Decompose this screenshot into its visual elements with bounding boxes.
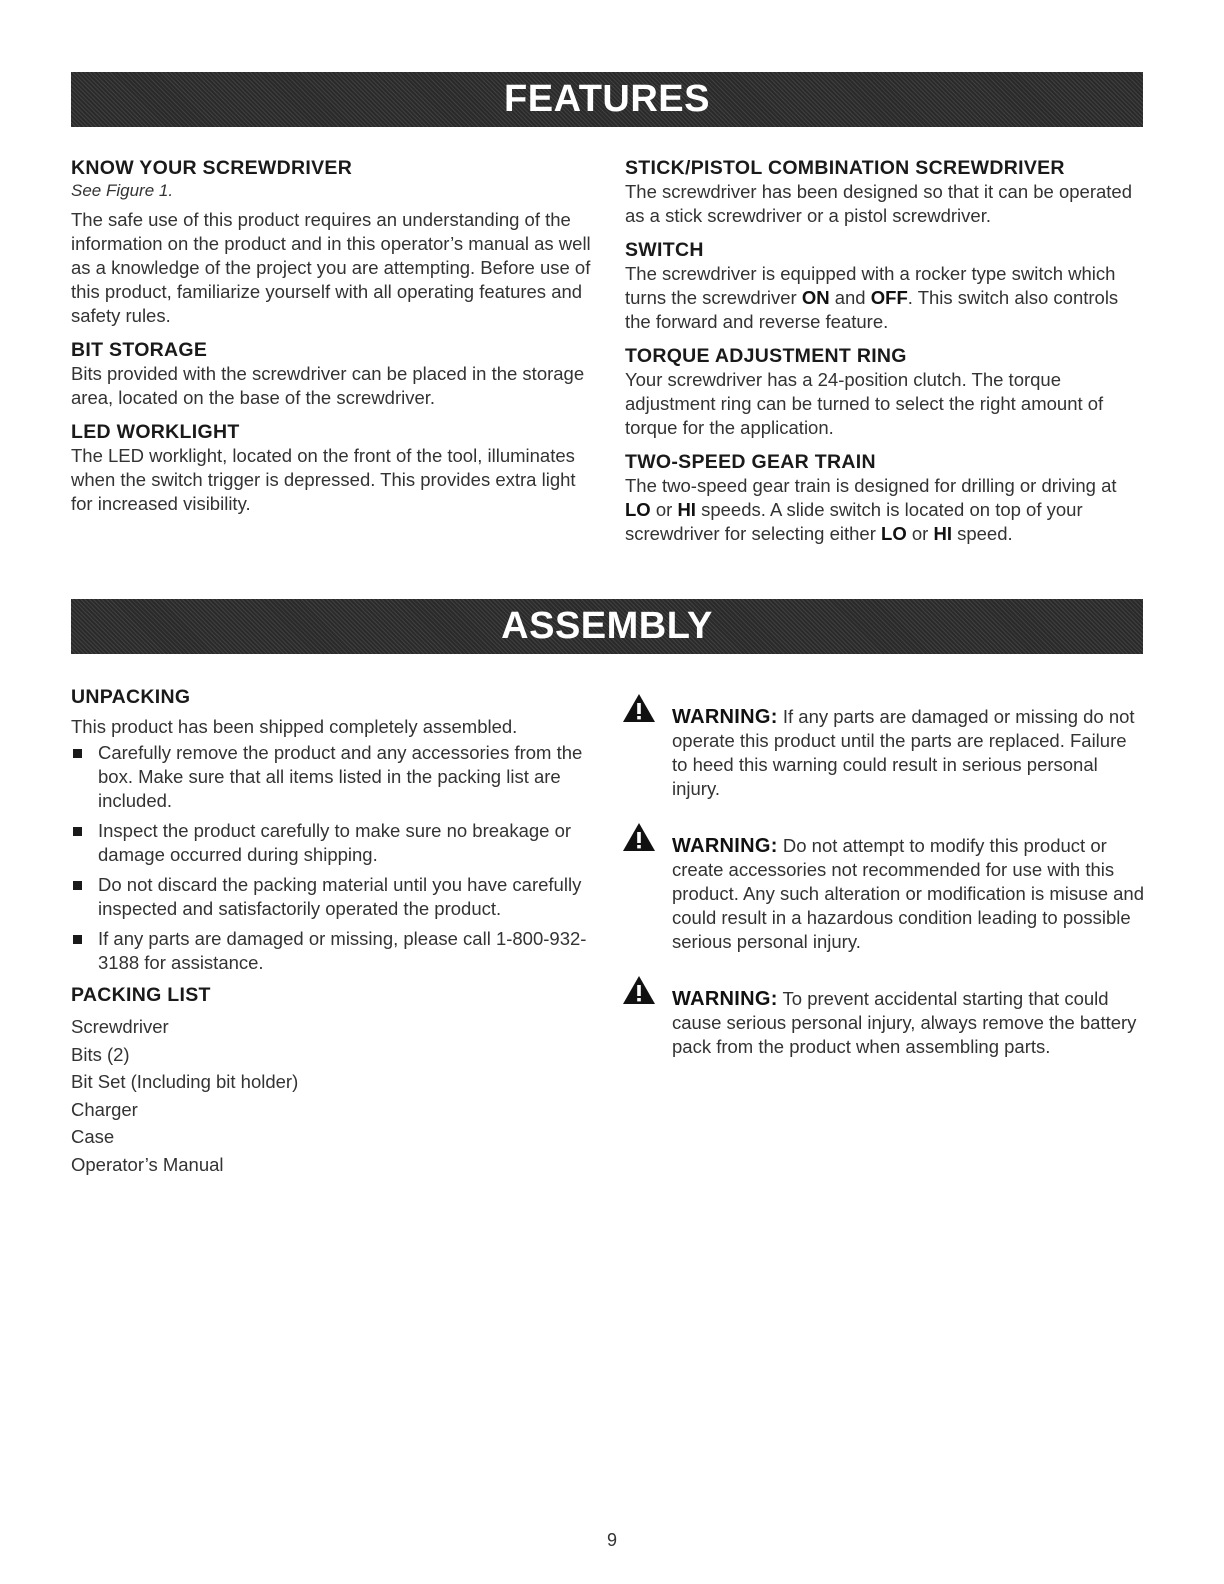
section-know-your-screwdriver (71, 156, 591, 328)
torque-body: Your screwdriver has a 24-position clutch. The torque adjustment ring can be turned to select the right amount of torque for the application. (625, 369, 1104, 438)
warning-label: WARNING: (672, 835, 778, 857)
warning-block (622, 705, 1147, 801)
bullet-square-icon (73, 749, 82, 758)
warning-triangle-icon (622, 822, 656, 852)
bullet-square-icon (73, 827, 82, 836)
list-item: Bit Set (Including bit holder) (71, 1071, 299, 1092)
list-item: Carefully remove the product and any accessories from the box. Make sure that all items listed in the packing list are included. (71, 741, 596, 813)
gear-train-body: The two-speed gear train is designed for drilling or driving at LO or HI speeds. A slide switch is located on top of your screwdriver for selecting either LO or HI speed. (625, 475, 1117, 544)
features-right-column (625, 156, 1145, 556)
list-item: Charger (71, 1098, 138, 1120)
assembly-banner (71, 599, 1143, 654)
section-switch (625, 238, 1145, 334)
heading-led-worklight: LED WORKLIGHT (71, 421, 240, 443)
bit-storage-body: Bits provided with the screwdriver can be placed in the storage area, located on the base of the screwdriver. (71, 363, 585, 408)
list-item: Do not discard the packing material until you have carefully inspected and satisfactorily operated the product. (71, 873, 596, 921)
heading-unpacking: UNPACKING (71, 686, 191, 708)
warning-triangle-icon (622, 975, 656, 1005)
heading-know-your-screwdriver: KNOW YOUR SCREWDRIVER (71, 157, 353, 179)
assembly-title: ASSEMBLY (501, 605, 713, 647)
heading-switch: SWITCH (625, 239, 704, 261)
heading-gear-train: TWO-SPEED GEAR TRAIN (625, 451, 876, 473)
warning-text: WARNING: Do not attempt to modify this product or create accessories not recommended for use with this product. Any such alteration or modification is misuse and could result in a hazardous condition leading to possible serious personal injury. (672, 835, 1144, 952)
see-figure-note: See Figure 1. (71, 181, 174, 200)
heading-torque: TORQUE ADJUSTMENT RING (625, 345, 907, 367)
packing-list (71, 1013, 596, 1178)
warning-block (622, 987, 1147, 1059)
list-item: If any parts are damaged or missing, please call 1-800-932-3188 for assistance. (71, 927, 596, 975)
warning-text: WARNING: To prevent accidental starting that could cause serious personal injury, always remove the battery pack from the product when assembling parts. (672, 988, 1137, 1057)
assembly-right-column (622, 705, 1147, 1059)
warning-label: WARNING: (672, 706, 778, 728)
warning-text: WARNING: If any parts are damaged or missing do not operate this product until the parts are replaced. Failure to heed this warning could result in serious personal injury. (672, 706, 1135, 799)
features-banner (71, 72, 1143, 127)
switch-body: The screwdriver is equipped with a rocker type switch which turns the screwdriver ON and OFF. This switch also controls the forward and reverse feature. (625, 263, 1119, 332)
assembly-left-column (71, 685, 596, 1178)
section-bit-storage (71, 338, 591, 410)
warning-triangle-icon (622, 693, 656, 723)
bullet-square-icon (73, 935, 82, 944)
switch-off-label: OFF (870, 287, 908, 308)
stick-pistol-body: The screwdriver has been designed so that it can be operated as a stick screwdriver or a pistol screwdriver. (625, 181, 1133, 226)
list-item: Inspect the product carefully to make sure no breakage or damage occurred during shipping. (71, 819, 596, 867)
unpacking-intro: This product has been shipped completely assembled. (71, 716, 518, 737)
switch-on-label: ON (801, 287, 830, 308)
know-your-screwdriver-body: The safe use of this product requires an understanding of the information on the product and in this operator’s manual as well as a knowledge of the project you are attempting. Before use of this product, familiarize yourself with all operating features and safety rules. (71, 209, 591, 326)
page-number: 9 (606, 1530, 617, 1550)
section-led-worklight (71, 420, 591, 516)
section-gear-train (625, 450, 1145, 546)
unpacking-bullet-list (71, 741, 596, 975)
heading-packing-list: PACKING LIST (71, 984, 211, 1006)
list-item: Bits (2) (71, 1043, 130, 1065)
list-item: Screwdriver (71, 1016, 169, 1037)
bullet-square-icon (73, 881, 82, 890)
led-worklight-body: The LED worklight, located on the front of the tool, illuminates when the switch trigger is depressed. This provides extra light for increased visibility. (71, 445, 576, 514)
features-title: FEATURES (504, 78, 710, 120)
heading-bit-storage: BIT STORAGE (71, 339, 208, 361)
heading-stick-pistol: STICK/PISTOL COMBINATION SCREWDRIVER (625, 157, 1065, 179)
warning-block (622, 834, 1147, 954)
list-item: Operator’s Manual (71, 1153, 224, 1175)
section-torque (625, 344, 1145, 440)
section-stick-pistol (625, 156, 1145, 228)
features-left-column (71, 156, 591, 526)
list-item: Case (71, 1126, 115, 1147)
warning-label: WARNING: (672, 988, 778, 1010)
